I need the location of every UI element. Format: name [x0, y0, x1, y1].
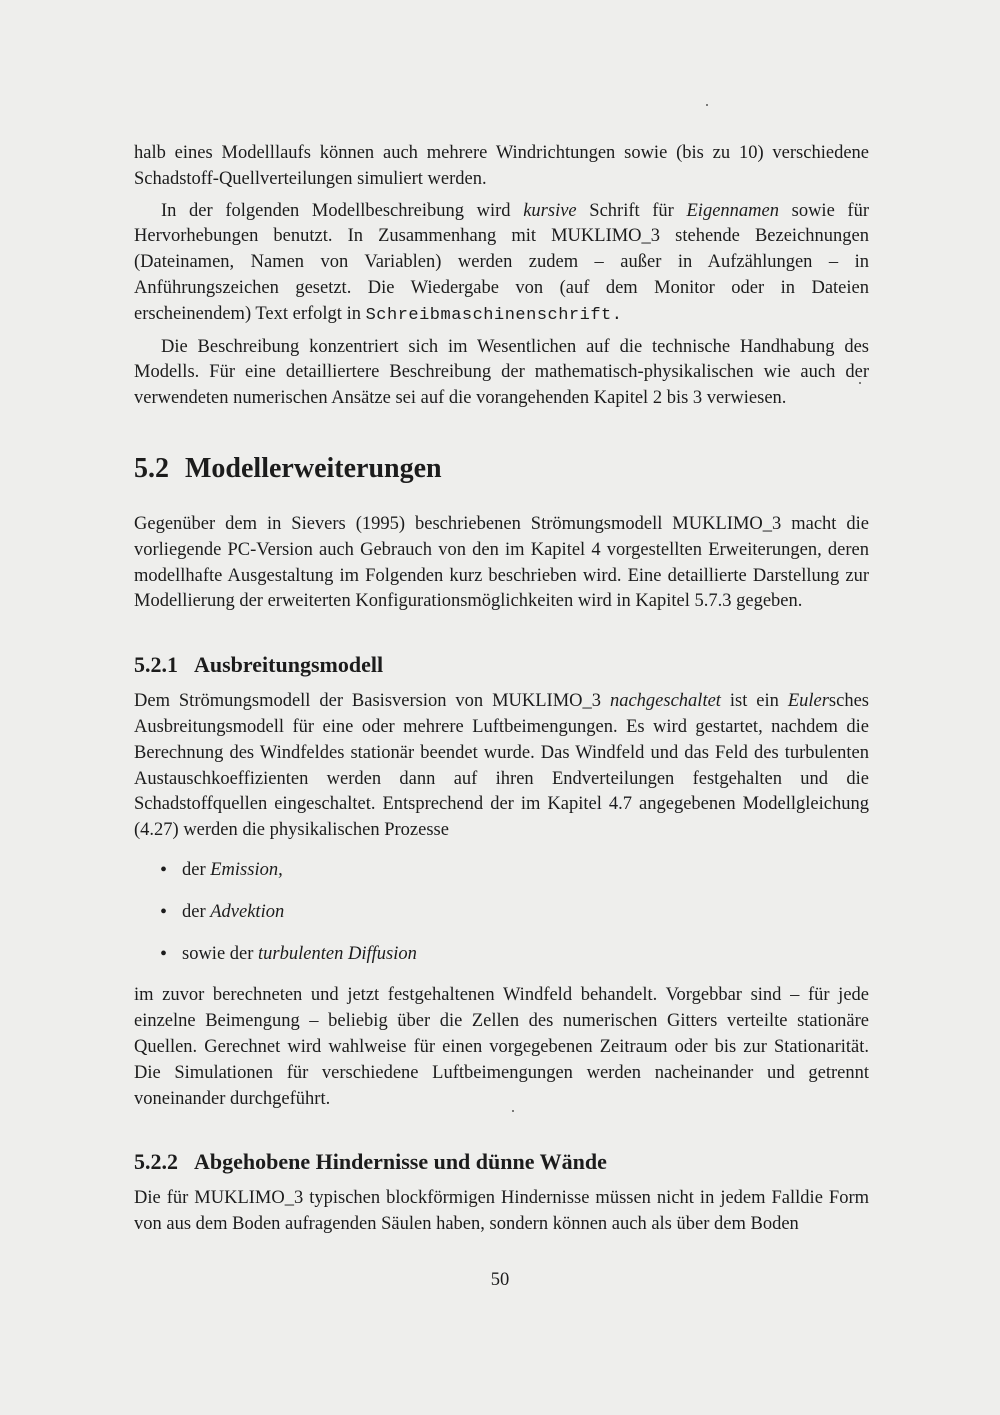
subsection-title: Abgehobene Hindernisse und dünne Wände: [194, 1149, 607, 1175]
italic-text: kursive: [523, 200, 577, 221]
paragraph-text: sowie für Hervorhebungen benutzt. In Zusammenhang mit MUKLIMO_3 stehende Bezeichnungen (Dateinamen, Namen von Variablen) werden zudem – außer in Aufzählungen – in Anführungszeichen gesetzt. Die Wiedergabe von (auf dem Monitor oder in Dateien erscheinendem) Text erfolgt in: [134, 200, 869, 324]
list-item-prefix: der: [182, 901, 211, 922]
scan-speck: [706, 104, 708, 106]
section-heading: [134, 452, 869, 486]
list-item-prefix: der: [182, 859, 211, 880]
subsection-heading: [134, 651, 869, 679]
paragraph-text: im zuvor berechneten und jetzt festgehaltenen Windfeld behandelt. Vorgebbar sind – für jede einzelne Beimengung – beliebig über die Zellen des numerischen Gitters verteilte stationäre Quellen. Gerechnet wird wahlweise für einen vorgegebenen Zeitraum oder bis zur Stationarität. Die Simulationen für verschiedene Luftbeimengungen werden nacheinander und getrennt voneinander durchgeführt.: [134, 985, 869, 1109]
page-content: [134, 141, 869, 1238]
paragraph: [134, 1186, 869, 1238]
list-item: [160, 900, 869, 926]
scan-speck: [512, 1110, 514, 1112]
paragraph-text: Dem Strömungsmodell der Basisversion von MUKLIMO_3: [134, 691, 610, 712]
subsection-heading: [134, 1148, 869, 1176]
paragraph: [134, 199, 869, 329]
paragraph: [134, 983, 869, 1112]
list-item-term: Emission,: [210, 859, 283, 880]
subsection-number: 5.2.2: [134, 1149, 178, 1175]
list-item: [160, 858, 869, 884]
paragraph: [134, 335, 869, 412]
paragraph-text: In der folgenden Modellbeschreibung wird: [161, 200, 524, 221]
list-item: [160, 942, 869, 968]
italic-text: Euler: [787, 691, 829, 712]
list-item-term: Advektion: [210, 901, 285, 922]
monospace-text: Schreibmaschinenschrift.: [365, 305, 623, 325]
scan-speck: [859, 382, 861, 384]
page-number: 50: [490, 1270, 510, 1290]
italic-text: Eigennamen: [686, 200, 779, 221]
paragraph-text: Die Beschreibung konzentriert sich im Wesentlichen auf die technische Handhabung des Modells. Für eine detailliertere Beschreibung der mathematisch-physikalischen wie auch der verwendeten numerischen Ansätze sei auf die vorangehenden Kapitel 2 bis 3 verwiesen.: [134, 336, 869, 409]
subsection-number: 5.2.1: [134, 652, 178, 678]
section-title: Modellerweiterungen: [185, 452, 442, 484]
bullet-list: [134, 858, 869, 967]
list-item-prefix: sowie der: [182, 943, 259, 964]
subsection-title: Ausbreitungsmodell: [194, 652, 384, 678]
list-item-term: turbulenten Diffusion: [258, 943, 417, 964]
paragraph-text: Die für MUKLIMO_3 typischen blockförmigen Hindernisse müssen nicht in jedem Falldie Form von aus dem Boden aufragenden Säulen haben, sondern können auch als über dem Boden: [134, 1188, 869, 1235]
paragraph-text: sches Ausbreitungsmodell für eine oder mehrere Luftbeimengungen. Es wird gestartet, nachdem die Berechnung des Windfeldes stationär beendet wurde. Das Windfeld und das Feld des turbulenten Austauschkoeffizienten werden dann auf ihren Endverteilungen festgehalten und die Schadstoffquellen eingeschaltet. Entsprechend der im Kapitel 4.7 angegebenen Modellgleichung (4.27) werden die physikalischen Prozesse: [134, 691, 869, 841]
paragraph-text: halb eines Modelllaufs können auch mehrere Windrichtungen sowie (bis zu 10) verschiedene Schadstoff-Quellverteilungen simuliert werden.: [134, 143, 869, 189]
paragraph-text: Gegenüber dem in Sievers (1995) beschriebenen Strömungsmodell MUKLIMO_3 macht die vorliegende PC-Version auch Gebrauch von den im Kapitel 4 vorgestellten Erweiterungen, deren modellhafte Ausgestaltung im Folgenden kurz beschrieben wird. Eine detaillierte Darstellung zur Modellierung der erweiterten Konfigurationsmöglichkeiten wird in Kapitel 5.7.3 gegeben.: [134, 513, 869, 612]
italic-text: nachgeschaltet: [609, 691, 721, 712]
section-number: 5.2: [134, 452, 169, 484]
paragraph-text: ist ein: [720, 691, 788, 712]
paragraph: [134, 689, 869, 844]
paragraph: [134, 512, 869, 615]
paragraph: [134, 141, 869, 193]
paragraph-text: Schrift für: [576, 200, 687, 221]
